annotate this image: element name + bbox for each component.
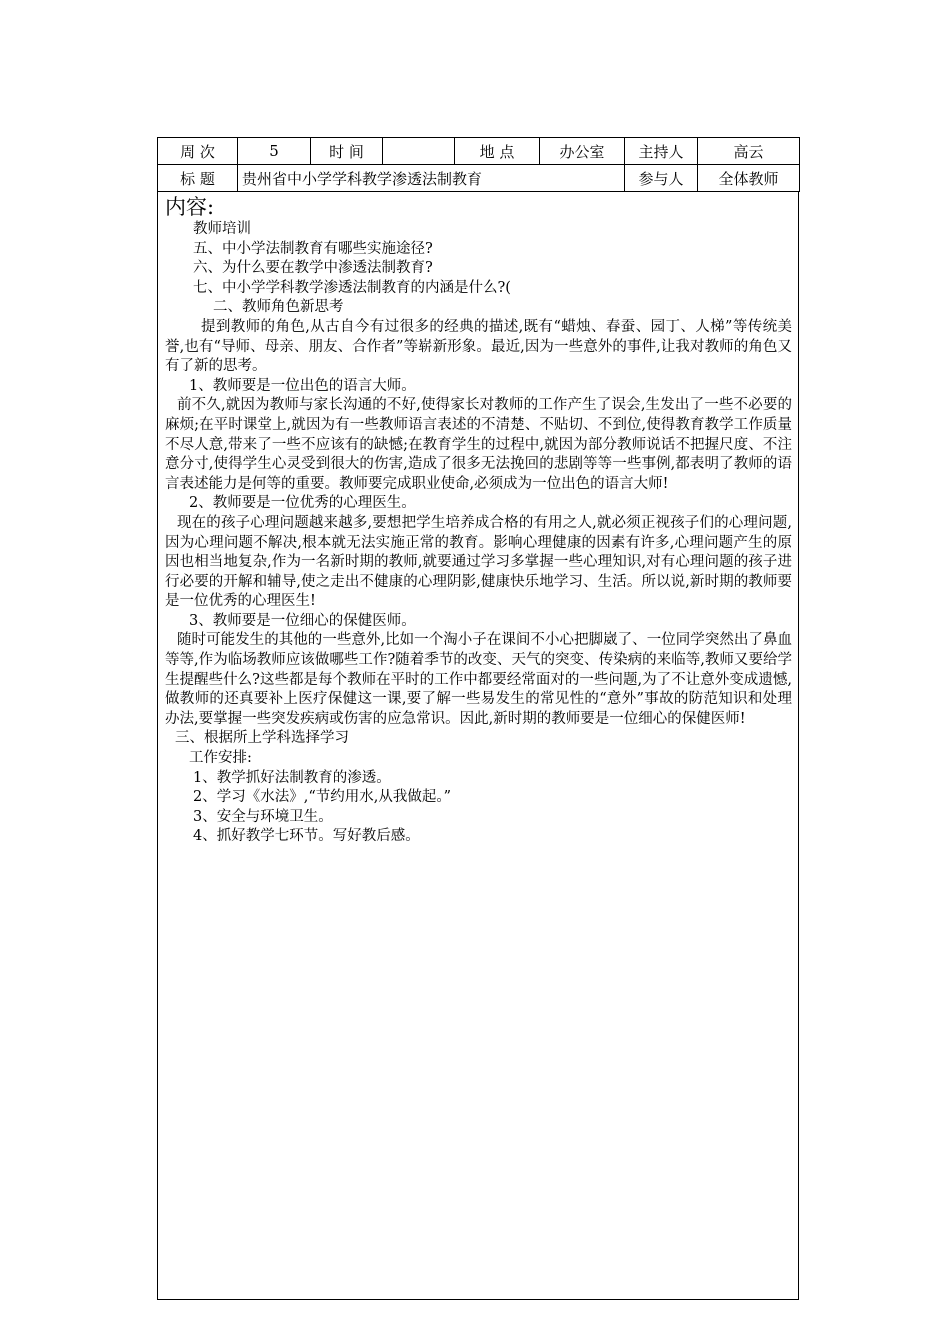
host-label: 主持人 [625,138,698,165]
time-label: 时 间 [311,138,383,165]
intro-line: 六、为什么要在教学中渗透法制教育? [193,260,433,277]
content-cell [157,192,799,1300]
section-2-title: 二、教师角色新思考 [213,299,344,316]
week-value: 5 [238,138,311,165]
time-value [383,138,455,165]
week-label: 周 次 [158,138,238,165]
section-3-title: 三、根据所上学科选择学习 [175,730,349,747]
point-1-title: 1、教师要是一位出色的语言大师。 [189,377,416,394]
meeting-record [157,137,799,1300]
section-2-intro: 提到教师的角色,从古自今有过很多的经典的描述,既有“蜡烛、春蚕、园丁、人梯”等传统美誉,也有“导师、母亲、朋友、合作者”等崭新形象。最近,因为一些意外的事件,让我对教师的角色又有了新的思考。 [165,318,792,375]
intro-line: 教师培训 [193,221,251,237]
point-2-text: 现在的孩子心理问题越来越多,要想把学生培养成合格的有用之人,就必须正视孩子们的心理问题,因为心理问题不解决,根本就无法实施正常的教育。影响心理健康的因素有许多,心理问题产生的原因也相当地复杂,作为一名新时期的教师,就要通过学习多掌握一些心理知识,对有心理问题的孩子进行必要的开解和辅导,使之走出不健康的心理阴影,健康快乐地学习、生活。所以说,新时期的教师要是一位优秀的心理医生! [165,514,792,610]
work-title: 工作安排: [189,750,252,767]
work-item: 4、抓好教学七环节。写好教后感。 [193,828,420,845]
title-value: 贵州省中小学学科教学渗透法制教育 [238,165,625,192]
work-item: 2、学习《水法》,“节约用水,从我做起。” [193,789,452,806]
point-1-text: 前不久,就因为教师与家长沟通的不好,使得家长对教师的工作产生了误会,生发出了一些不必要的麻烦;在平时课堂上,就因为有一些教师语言表述的不清楚、不贴切、不到位,使得教育教学工作质量不尽人意,带来了一些不应该有的缺憾;在教育学生的过程中,就因为部分教师说话不把握尺度、不注意分寸,使得学生心灵受到很大的伤害,造成了很多无法挽回的悲剧等等一些事例,都表明了教师的语言表述能力是何等的重要。教师要完成职业使命,必须成为一位出色的语言大师! [165,397,792,492]
meta-row-1 [158,138,800,165]
title-label: 标 题 [158,165,238,192]
content-heading: 内容: [165,195,215,219]
point-2-title: 2、教师要是一位优秀的心理医生。 [189,495,416,512]
participants-label: 参与人 [625,165,698,192]
work-item: 3、安全与环境卫生。 [193,808,333,825]
point-3-text: 随时可能发生的其他的一些意外,比如一个淘小子在课间不小心把脚崴了、一位同学突然出了鼻血等等,作为临场教师应该做哪些工作?随着季节的改变、天气的突变、传染病的来临等,教师又要给学生提醒些什么?这些都是每个教师在平时的工作中都要经常面对的一些问题,为了不让意外变成遗憾,做教师的还真要补上医疗保健这一课,要了解一些易发生的常见性的“意外”事故的防范知识和处理办法,要掌握一些突发疾病或伤害的应急常识。因此,新时期的教师要是一位细心的保健医师! [165,632,792,727]
host-value: 高云 [698,138,800,165]
place-value: 办公室 [540,138,625,165]
participants-value: 全体教师 [698,165,800,192]
place-label: 地 点 [455,138,540,165]
intro-line: 七、中小学学科教学渗透法制教育的内涵是什么?( [193,279,511,296]
meta-table [157,137,800,192]
meta-row-2 [158,165,800,192]
point-3-title: 3、教师要是一位细心的保健医师。 [189,612,416,629]
work-item: 1、教学抓好法制教育的渗透。 [193,769,391,786]
intro-line: 五、中小学法制教育有哪些实施途径? [193,240,433,257]
